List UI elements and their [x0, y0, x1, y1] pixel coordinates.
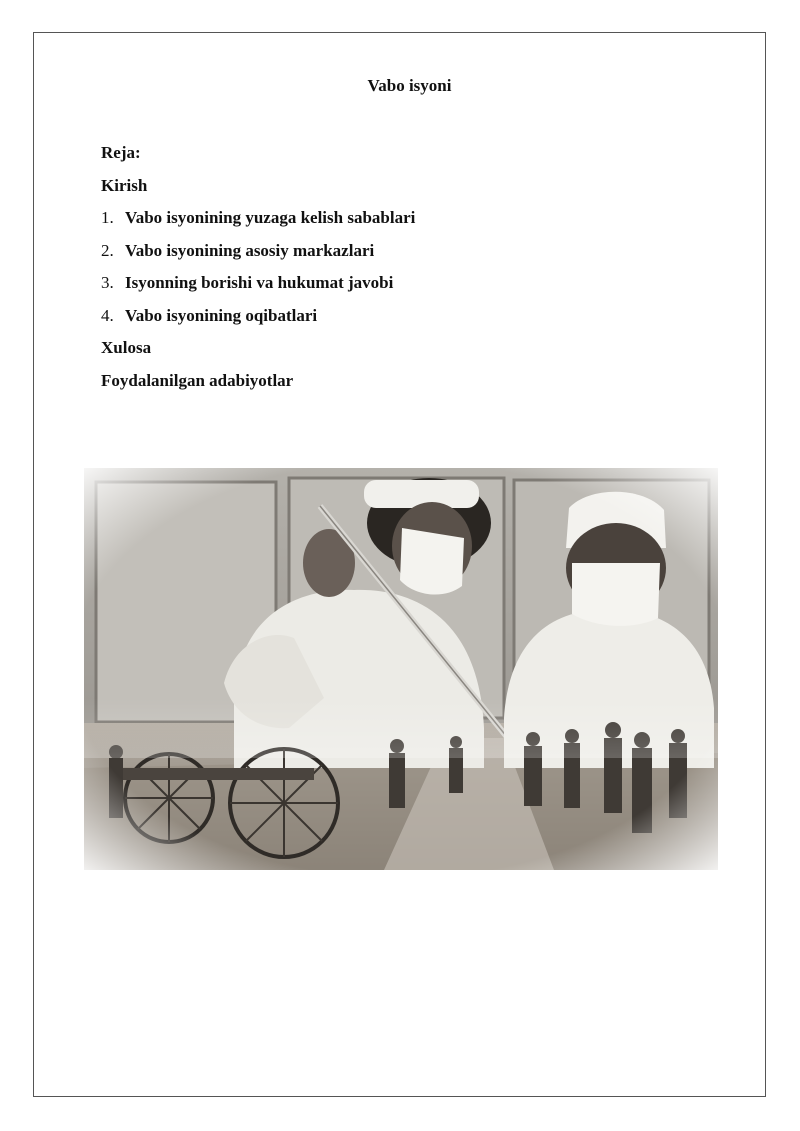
plan-item-number: 3. [101, 273, 114, 292]
plan-heading: Reja: [101, 143, 141, 162]
plan-item-text: Vabo isyonining oqibatlari [125, 305, 318, 325]
references-item: Foydalanilgan adabiyotlar [101, 370, 294, 390]
photo-illustration [84, 468, 718, 870]
plan-item-text: Isyonning borishi va hukumat javobi [125, 273, 394, 292]
intro-item: Kirish [101, 175, 148, 195]
plan-item-number: 4. [101, 305, 114, 325]
historical-photo-collage [84, 468, 718, 870]
plan-item-text: Vabo isyonining yuzaga kelish sabablari [125, 208, 416, 227]
conclusion-item: Xulosa [101, 338, 152, 357]
document-title: Vabo isyoni [367, 76, 452, 95]
plan-item [101, 306, 415, 339]
plan-item-text: Vabo isyonining asosiy markazlari [125, 240, 375, 260]
plan-item-number: 2. [101, 240, 114, 260]
plan-item [101, 208, 415, 241]
plan-item-number: 1. [101, 208, 114, 227]
plan-item [101, 241, 415, 274]
plan-item [101, 273, 415, 306]
plan-outline [101, 143, 415, 403]
